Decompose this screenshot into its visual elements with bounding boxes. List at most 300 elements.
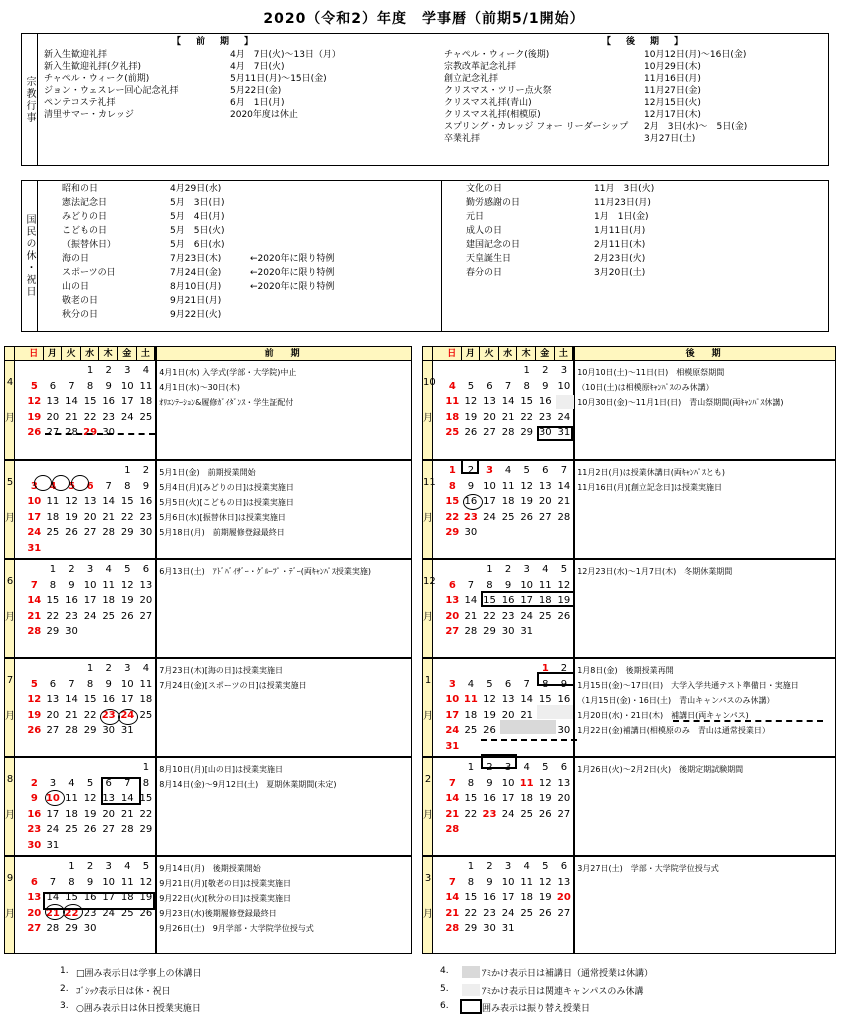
holiday-name: 成人の日 [466, 226, 503, 236]
calendar-day: 12 [83, 793, 97, 804]
holiday-date: 1月11日(月) [594, 226, 646, 236]
calendar-day: 6 [49, 380, 57, 392]
calendar-day: 1 [467, 861, 475, 872]
calendar-day: 10 [102, 876, 116, 888]
calendar-day: 25 [46, 527, 60, 538]
related-campus-dash [481, 739, 577, 741]
calendar-day: 9 [105, 678, 112, 690]
holiday-name: 勤労感謝の日 [466, 198, 521, 208]
calendar-day: 24 [483, 511, 496, 523]
legend-number: 3. [60, 1001, 69, 1011]
calendar-day: 3 [523, 564, 530, 575]
calendar-day: 27 [557, 808, 571, 820]
calendar-day: 31 [520, 626, 534, 637]
calendar-day: 1 [448, 465, 456, 476]
calendar-day: 18 [520, 892, 534, 903]
event-date: 2020年度は休止 [230, 110, 298, 120]
calendar-day: 3 [486, 465, 493, 476]
calendar-day: 14 [445, 793, 460, 804]
calendar-day: 10 [27, 496, 42, 507]
calendar-day: 25 [501, 511, 515, 523]
calendar-note: 7月23日(木)[海の日]は授業実施日 [159, 666, 283, 675]
calendar-day: 21 [65, 411, 78, 423]
event-date: 10月12日(月)～16日(金) [644, 50, 747, 60]
related-campus-dash [673, 720, 823, 722]
calendar-day: 25 [139, 411, 153, 423]
calendar-day: 14 [46, 892, 60, 903]
calendar-day: 22 [483, 610, 496, 622]
calendar-day: 16 [483, 793, 496, 804]
calendar-day: 15 [65, 892, 78, 903]
calendar-day: 11 [65, 793, 78, 804]
holiday-date: 8月10日(月) [170, 282, 222, 292]
calendar-day: 22 [139, 808, 153, 820]
calendar-day: 15 [445, 496, 460, 507]
calendar-day: 24 [46, 824, 60, 835]
calendar-day: 14 [557, 480, 571, 492]
calendar-day: 29 [65, 923, 78, 934]
calendar-day: 1 [49, 564, 57, 575]
calendar-day: 14 [65, 396, 78, 407]
month-suffix: 月 [5, 810, 15, 821]
calendar-day: 7 [523, 678, 530, 690]
calendar-note: 7月24日(金)[スポーツの日]は授業実施日 [159, 681, 307, 690]
calendar-day: 19 [83, 808, 97, 820]
calendar-day: 4 [68, 777, 75, 789]
calendar-day: 27 [139, 610, 153, 622]
calendar-day: 26 [538, 808, 552, 820]
calendar-day: 6 [504, 678, 512, 690]
calendar-day: 8 [542, 678, 549, 690]
related-campus-closed-shade [556, 395, 574, 409]
calendar-day: 19 [483, 709, 496, 721]
calendar-day: 1 [86, 663, 94, 674]
calendar-day: 9 [86, 876, 94, 888]
calendar-day: 29 [83, 427, 98, 438]
calendar-day: 23 [101, 709, 116, 721]
calendar-day: 20 [83, 511, 97, 523]
calendar-day: 21 [501, 411, 515, 423]
calendar-day: 12 [520, 480, 534, 492]
month-number: 1 [424, 675, 432, 686]
substitute-class-outline [537, 426, 573, 441]
calendar-day: 25 [538, 610, 552, 622]
calendar-day: 5 [124, 564, 131, 575]
holiday-name: 文化の日 [466, 184, 503, 194]
notes-header: 後 期 [685, 349, 725, 359]
calendar-day: 8 [467, 777, 475, 789]
calendar-day: 27 [102, 824, 116, 835]
calendar-day: 14 [27, 595, 42, 606]
month-suffix: 月 [5, 513, 15, 524]
calendar-day: 5 [542, 762, 549, 773]
calendar-day: 1 [486, 564, 493, 575]
weekday-header: 土 [137, 347, 156, 361]
kouki-calendar [422, 346, 836, 954]
calendar-day: 23 [538, 411, 552, 423]
calendar-day: 24 [520, 610, 534, 622]
calendar-note: 3月27日(土) 学部・大学院学位授与式 [577, 864, 719, 873]
calendar-day: 13 [445, 595, 460, 606]
calendar-day: 7 [30, 579, 38, 591]
calendar-day: 19 [538, 892, 552, 903]
calendar-day: 7 [560, 465, 568, 476]
calendar-day: 29 [120, 527, 134, 538]
calendar-day: 24 [501, 907, 515, 919]
calendar-day: 12 [538, 777, 552, 789]
calendar-day: 22 [46, 610, 60, 622]
month-block [5, 459, 411, 558]
calendar-note: 11月16日(月)[創立記念日]は授業実施日 [577, 483, 723, 492]
month-number: 11 [423, 477, 436, 488]
calendar-day: 22 [464, 808, 478, 820]
calendar-day: 19 [557, 595, 571, 606]
holiday-class-circle [463, 494, 483, 510]
calendar-day: 23 [483, 907, 496, 919]
month-suffix: 月 [423, 413, 433, 424]
holiday-date: 3月20日(土) [594, 268, 646, 278]
calendar-day: 23 [501, 610, 515, 622]
calendar-note: 4月1日(水) 入学式(学部・大学院)中止 [159, 368, 297, 377]
calendar-day: 30 [139, 527, 153, 538]
month-header-cell [423, 347, 433, 361]
calendar-day: 11 [139, 380, 153, 392]
calendar-day: 24 [445, 725, 460, 736]
event-name: 創立記念礼拝 [444, 74, 499, 84]
calendar-day: 1 [467, 762, 475, 773]
calendar-day: 16 [27, 808, 42, 820]
weekday-header: 木 [99, 347, 118, 361]
legend-text: ｺﾞｼｯｸ表示日は休・祝日 [76, 987, 171, 997]
zenki-calendar [4, 346, 412, 954]
calendar-note: 5月5日(火)[こどもの日]は授業実施日 [159, 498, 294, 507]
calendar-day: 21 [45, 907, 60, 919]
related-campus-dash [45, 433, 155, 435]
calendar-day: 13 [46, 396, 60, 407]
event-name: 新入生歓迎礼拝(夕礼拝) [44, 62, 142, 72]
calendar-day: 7 [504, 380, 512, 392]
month-number: 4 [6, 377, 14, 388]
holidays-divider [441, 181, 442, 331]
calendar-day: 5 [142, 861, 150, 872]
calendar-day: 18 [120, 892, 134, 903]
calendar-note: 6月13日(土) ｱﾄﾞﾊﾞｲｻﾞｰ・ｸﾞﾙｰﾌﾟ・ﾃﾞｰ(両ｷｬﾝﾊﾟｽ授業実施) [159, 567, 371, 576]
calendar-day: 11 [46, 496, 60, 507]
calendar-day: 13 [27, 892, 42, 903]
kouki-events-header: 【 後 期 】 [602, 37, 687, 47]
weekday-header: 火 [480, 347, 499, 361]
calendar-day: 19 [65, 511, 78, 523]
calendar-day: 5 [486, 678, 493, 690]
calendar-day: 17 [501, 892, 515, 903]
calendar-day: 8 [68, 876, 75, 888]
calendar-day: 7 [105, 480, 112, 492]
holiday-date: 5月 6日(水) [170, 240, 225, 250]
calendar-day: 21 [27, 610, 42, 622]
calendar-day: 5 [523, 465, 530, 476]
holiday-date: 11月 3日(火) [594, 184, 655, 194]
calendar-day: 4 [504, 465, 512, 476]
event-name: ジョン・ウェスレー回心記念礼拝 [44, 86, 179, 96]
month-suffix: 月 [5, 909, 15, 920]
calendar-day: 23 [463, 511, 478, 523]
month-number: 7 [6, 675, 14, 686]
calendar-day: 5 [30, 380, 38, 392]
calendar-day: 27 [83, 527, 97, 538]
calendar-day: 2 [30, 777, 38, 789]
calendar-day: 30 [557, 725, 571, 736]
month-block [423, 756, 835, 855]
calendar-day: 29 [83, 725, 97, 736]
calendar-day: 4 [49, 480, 57, 492]
calendar-day: 17 [520, 595, 534, 606]
calendar-day: 16 [483, 892, 496, 903]
calendar-day: 21 [464, 610, 478, 622]
holiday-date: 2月23日(火) [594, 254, 646, 264]
calendar-day: 6 [86, 480, 94, 492]
holiday-name: 憲法記念日 [62, 198, 108, 208]
calendar-day: 16 [102, 396, 116, 407]
calendar-day: 2 [542, 365, 549, 376]
calendar-day: 15 [139, 793, 153, 804]
calendar-day: 10 [557, 380, 571, 392]
calendar-day: 10 [83, 579, 97, 591]
holiday-name: こどもの日 [62, 226, 108, 236]
month-suffix: 月 [423, 612, 433, 623]
calendar-day: 8 [467, 876, 475, 888]
calendar-day: 19 [538, 793, 552, 804]
calendar-day: 27 [445, 626, 460, 637]
calendar-note: 11月2日(月)は授業休講日(両ｷｬﾝﾊﾟｽとも) [577, 468, 725, 477]
calendar-note: 10月30日(金)～11月1日(日) 青山祭期間(両ｷｬﾝﾊﾟｽ休講) [577, 398, 784, 407]
calendar-day: 31 [27, 542, 42, 554]
calendar-day: 12 [483, 694, 496, 705]
calendar-day: 10 [501, 777, 515, 789]
calendar-day: 6 [560, 861, 568, 872]
calendar-day: 21 [445, 907, 460, 919]
holiday-name: （振替休日） [62, 240, 117, 250]
calendar-day: 20 [556, 892, 571, 903]
calendar-day: 23 [27, 824, 42, 835]
holiday-name: 昭和の日 [62, 184, 99, 194]
calendar-day: 14 [464, 595, 478, 606]
event-date: 2月 3日(水)～ 5日(金) [644, 122, 748, 132]
holiday-class-circle [45, 790, 65, 806]
calendar-day: 20 [538, 496, 552, 507]
calendar-day: 6 [105, 777, 112, 789]
calendar-day: 9 [486, 876, 493, 888]
calendar-day: 24 [102, 907, 116, 919]
calendar-day: 13 [102, 793, 116, 804]
calendar-day: 13 [557, 777, 571, 789]
event-name: スプリング・カレッジ フォー リーダーシップ [444, 122, 629, 132]
calendar-day: 13 [139, 579, 153, 591]
calendar-day: 9 [30, 793, 38, 804]
calendar-day: 24 [501, 808, 515, 820]
calendar-day: 8 [486, 579, 493, 591]
calendar-day: 4 [523, 762, 530, 773]
calendar-day: 1 [124, 465, 131, 476]
legend-swatch-substitute [460, 999, 482, 1014]
month-block [5, 756, 411, 855]
month-block [5, 657, 411, 756]
calendar-day: 26 [120, 610, 134, 622]
calendar-day: 7 [467, 579, 475, 591]
calendar-day: 22 [83, 709, 97, 721]
calendar-note: 9月14日(月) 後期授業開始 [159, 864, 261, 873]
month-suffix: 月 [5, 413, 15, 424]
calendar-day: 26 [483, 725, 496, 736]
month-suffix: 月 [5, 612, 15, 623]
calendar-day: 1 [68, 861, 75, 872]
calendar-day: 4 [142, 365, 150, 376]
calendar-day: 9 [486, 777, 493, 789]
calendar-day: 18 [501, 496, 515, 507]
event-date: 12月17日(木) [644, 110, 701, 120]
calendar-day: 26 [464, 427, 478, 438]
month-number: 6 [6, 576, 14, 587]
month-number: 9 [6, 873, 14, 884]
calendar-day: 1 [541, 663, 549, 674]
holiday-date: 2月11日(木) [594, 240, 646, 250]
event-name: 新入生歓迎礼拝 [44, 50, 108, 60]
calendar-day: 29 [464, 923, 478, 934]
holiday-date: 5月 5日(火) [170, 226, 225, 236]
calendar-day: 18 [65, 808, 78, 820]
calendar-day: 28 [27, 626, 42, 637]
calendar-day: 20 [483, 411, 496, 423]
holiday-date: 7月23日(木) [170, 254, 222, 264]
calendar-day: 8 [86, 678, 94, 690]
calendar-day: 3 [504, 861, 512, 872]
calendar-day: 2 [105, 663, 112, 674]
makeup-day-shade [500, 720, 556, 734]
notes-header: 前 期 [264, 349, 304, 359]
month-block [423, 459, 835, 558]
substitute-class-outline [537, 672, 575, 686]
holiday-class-circle [71, 475, 89, 491]
calendar-note: 8月14日(金)～9月12日(土) 夏期休業期間(未定) [159, 780, 337, 789]
calendar-day: 7 [124, 777, 131, 789]
calendar-day: 31 [120, 725, 134, 736]
calendar-day: 18 [139, 694, 153, 705]
calendar-day: 27 [557, 907, 571, 919]
calendar-day: 26 [65, 527, 78, 538]
calendar-day: 7 [49, 876, 57, 888]
calendar-day: 11 [519, 777, 534, 789]
calendar-day: 2 [486, 762, 493, 773]
calendar-day: 12 [538, 876, 552, 888]
legend-number: 1. [60, 966, 69, 976]
calendar-day: 17 [120, 396, 134, 407]
calendar-day: 23 [482, 808, 497, 820]
calendar-header-row [5, 347, 411, 361]
month-suffix: 月 [423, 909, 433, 920]
calendar-day: 18 [46, 511, 60, 523]
calendar-day: 19 [27, 709, 42, 721]
substitute-class-outline [101, 777, 141, 805]
month-suffix: 月 [423, 513, 433, 524]
calendar-note: 5月4日(月)[みどりの日]は授業実施日 [159, 483, 294, 492]
calendar-day: 5 [86, 777, 94, 789]
holiday-name: スポーツの日 [62, 268, 116, 278]
calendar-day: 8 [49, 579, 57, 591]
calendar-day: 3 [124, 365, 131, 376]
calendar-day: 30 [27, 839, 42, 851]
event-name: クリスマス・ツリー点火祭 [444, 86, 552, 96]
event-name: チャペル・ウィーク(前期) [44, 74, 150, 84]
calendar-note: 5月1日(金) 前期授業開始 [159, 468, 256, 477]
event-name: 清里サマー・カレッジ [44, 110, 134, 120]
calendar-day: 20 [557, 793, 571, 804]
page-title: 2020（令和2）年度 学事暦（前期5/1開始） [263, 11, 585, 27]
calendar-day: 3 [105, 861, 112, 872]
calendar-day: 10 [120, 380, 134, 392]
calendar-day: 8 [448, 480, 456, 492]
calendar-day: 25 [102, 610, 116, 622]
calendar-day: 10 [483, 480, 496, 492]
holiday-class-circle [100, 709, 120, 725]
month-number: 3 [424, 873, 432, 884]
calendar-day: 9 [467, 480, 475, 492]
calendar-day: 16 [139, 496, 153, 507]
national-holidays-box [21, 180, 829, 332]
calendar-day: 25 [464, 725, 478, 736]
calendar-day: 9 [68, 579, 75, 591]
calendar-day: 13 [501, 694, 515, 705]
calendar-day: 4 [523, 861, 530, 872]
holiday-name: みどりの日 [62, 212, 108, 222]
month-number: 12 [423, 576, 436, 587]
calendar-day: 17 [120, 694, 134, 705]
calendar-day: 2 [467, 465, 475, 476]
holiday-name: 春分の日 [466, 268, 503, 278]
calendar-day: 20 [445, 610, 460, 622]
calendar-day: 21 [557, 496, 571, 507]
calendar-day: 29 [520, 427, 534, 438]
calendar-day: 7 [448, 876, 456, 888]
calendar-day: 4 [448, 380, 456, 392]
month-block [423, 855, 835, 954]
calendar-note: 8月10日(月)[山の日]は授業実施日 [159, 765, 283, 774]
calendar-day: 19 [139, 892, 153, 903]
calendar-day: 12 [120, 579, 134, 591]
calendar-day: 15 [83, 694, 97, 705]
calendar-day: 19 [520, 496, 534, 507]
calendar-day: 10 [520, 579, 534, 591]
calendar-day: 9 [542, 380, 549, 392]
substitute-class-outline [461, 459, 479, 474]
zenki-events-header: 【 前 期 】 [172, 37, 257, 47]
calendar-day: 10 [120, 678, 134, 690]
substitute-class-outline [481, 591, 575, 607]
calendar-day: 29 [139, 824, 153, 835]
weekday-header: 日 [443, 347, 462, 361]
substitute-class-outline [43, 892, 155, 910]
calendar-day: 11 [520, 876, 534, 888]
calendar-day: 15 [464, 892, 478, 903]
calendar-day: 1 [523, 365, 530, 376]
calendar-day: 3 [124, 663, 131, 674]
legend-number: 5. [440, 984, 449, 994]
weekday-header: 金 [536, 347, 555, 361]
legend-number: 4. [440, 966, 449, 976]
holiday-name: 天皇誕生日 [466, 254, 512, 264]
weekday-header: 金 [118, 347, 137, 361]
calendar-day: 30 [538, 427, 552, 438]
calendar-day: 12 [139, 876, 153, 888]
calendar-day: 31 [501, 923, 515, 934]
